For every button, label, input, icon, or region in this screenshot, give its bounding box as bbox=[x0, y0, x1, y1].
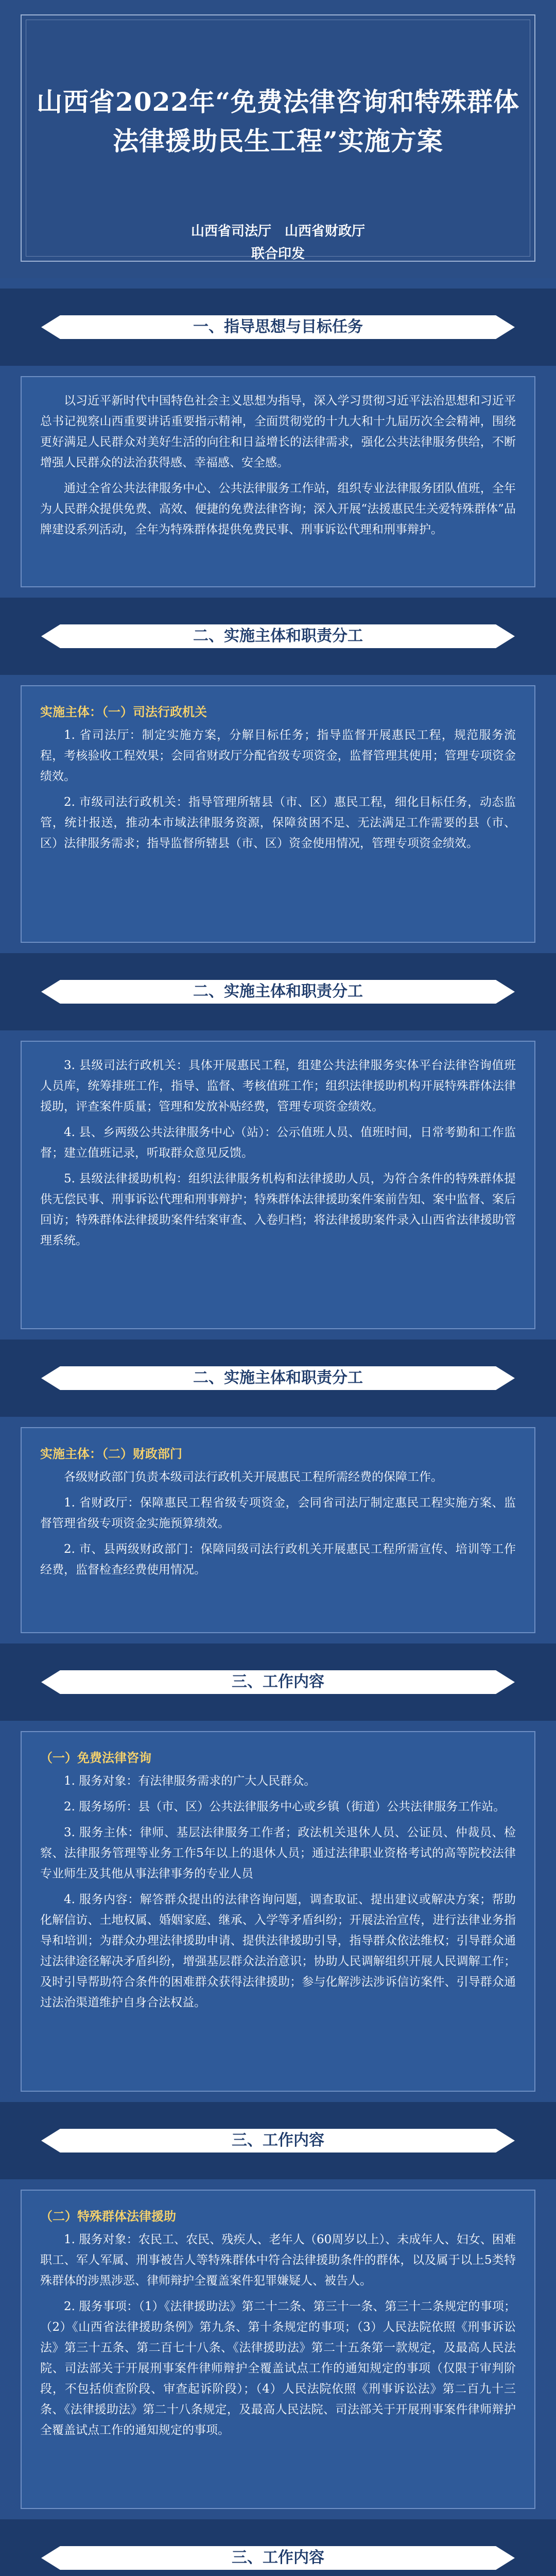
paragraph: 3. 县级司法行政机关：具体开展惠民工程，组建公共法律服务实体平台法律咨询值班人员库，统筹排班工作，指导、监督、考核值班工作；组织法律援助机构开展特殊群体法律援助，评查案件质量；管理和发放补贴经费，管理专项资金绩效。 bbox=[40, 1059, 516, 1113]
subheading: （二）特殊群体法律援助 bbox=[40, 2209, 176, 2224]
panel-judicial-admin bbox=[21, 685, 535, 943]
panel-guiding-principle bbox=[21, 376, 535, 587]
paragraph: 1. 服务对象：有法律服务需求的广大人民群众。 bbox=[64, 1774, 316, 1788]
panel-special-groups bbox=[21, 2190, 535, 2509]
subheading: 实施主体：（一）司法行政机关 bbox=[40, 704, 207, 719]
panel-free-consultation bbox=[21, 1731, 535, 2092]
section-title-2b: 二、实施主体和职责分工 bbox=[193, 982, 363, 1001]
paragraph: 2. 市级司法行政机关：指导管理所辖县（市、区）惠民工程，细化目标任务，动态监管，统计报送，推动本市域法律服务资源，保障贫困不足、无法满足工作需要的县（市、区）法律服务需求；指导监督所辖县（市、区）资金使用情况，管理专项资金绩效。 bbox=[40, 795, 516, 850]
section-title-3b: 三、工作内容 bbox=[232, 2131, 324, 2149]
panel-finance bbox=[21, 1427, 535, 1633]
subheading: （一）免费法律咨询 bbox=[40, 1750, 151, 1765]
paragraph: 1. 服务对象：农民工、农民、残疾人、老年人（60周岁以上）、未成年人、妇女、困难职工、军人军属、刑事被告人等特殊群体中符合法律援助条件的群体，以及属于以上5类特殊群体的涉黑涉恶、律师辩护全覆盖案件犯罪嫌疑人、被告人。 bbox=[40, 2233, 516, 2287]
section-heading-3b bbox=[0, 2102, 556, 2179]
section-heading-2c bbox=[0, 1340, 556, 1417]
paragraph: 以习近平新时代中国特色社会主义思想为指导，深入学习贯彻习近平法治思想和习近平总书记视察山西重要讲话重要指示精神，全面贯彻党的十九大和十九届历次全会精神，围绕更好满足人民群众对美好生活的向往和日益增长的法律需求，强化公共法律服务供给，不断增强人民群众的法治获得感、幸福感、安全感。 bbox=[40, 394, 516, 469]
paragraph: 1. 省司法厅：制定实施方案，分解目标任务；指导监督开展惠民工程，规范服务流程，考核验收工程效果；会同省财政厅分配省级专项资金，监督管理其使用；管理专项资金绩效。 bbox=[40, 728, 516, 783]
paragraph: 1. 省财政厅：保障惠民工程省级专项资金，会同省司法厅制定惠民工程实施方案、监督管理省级专项资金实施预算绩效。 bbox=[40, 1496, 516, 1530]
section-heading-2b bbox=[0, 953, 556, 1030]
section-title-2c: 二、实施主体和职责分工 bbox=[193, 1369, 363, 1387]
section-heading-2a bbox=[0, 598, 556, 675]
section-heading-3a bbox=[0, 1643, 556, 1721]
page-title: 山西省2022年“免费法律咨询和特殊群体法律援助民生工程”实施方案 bbox=[37, 87, 519, 156]
paragraph: 5. 县级法律援助机构：组织法律服务机构和法律援助人员，为符合条件的特殊群体提供无偿民事、刑事诉讼代理和刑事辩护；特殊群体法律援助案件案前告知、案中监督、案后回访；特殊群体法律援助案件结案审查、入卷归档；将法律援助案件录入山西省法律援助管理系统。 bbox=[40, 1172, 516, 1247]
issuers: 山西省司法厅 山西省财政厅 bbox=[190, 224, 365, 239]
section-title-3c: 三、工作内容 bbox=[232, 2549, 324, 2567]
subheading: 实施主体：（二）财政部门 bbox=[40, 1446, 182, 1461]
paragraph: 2. 服务事项：（1）《法律援助法》第二十二条、第三十一条、第三十二条规定的事项；（2）《山西省法律援助条例》第九条、第十条规定的事项；（3）人民法院依照《刑事诉讼法》第三十五条、第二百七十八条、《法律援助法》第二十五条第一款规定，及最高人民法院、司法部关于开展刑事案件律师辩护全覆盖试点工作的通知规定的事项（仅限于审判阶段，不包括侦查阶段、审查起诉阶段）；（4）人民法院依照《刑事诉讼法》第二百九十三条、《法律援助法》第二十八条规定，及最高人民法院、司法部关于开展刑事案件律师辩护全覆盖试点工作的通知规定的事项。 bbox=[40, 2300, 516, 2437]
paragraph: 2. 服务场所：县（市、区）公共法律服务中心或乡镇（街道）公共法律服务工作站。 bbox=[64, 1800, 506, 1814]
paragraph: 3. 服务主体：律师、基层法律服务工作者；政法机关退休人员、公证员、仲裁员、检察、法律服务管理等业务工作5年以上的退休人员；通过法律职业资格考试的高等院校法律专业师生及其他从事法律事务的专业人员 bbox=[40, 1826, 516, 1880]
section-title-3a: 三、工作内容 bbox=[232, 1673, 324, 1691]
header bbox=[0, 0, 556, 278]
paragraph: 通过全省公共法律服务中心、公共法律服务工作站，组织专业法律服务团队值班，全年为人民群众提供免费、高效、便捷的免费法律咨询；深入开展“法援惠民生关爱特殊群体”品牌建设系列活动，全年为特殊群体提供免费民事、刑事诉讼代理和刑事辩护。 bbox=[40, 482, 516, 536]
section-title-1: 一、指导思想与目标任务 bbox=[193, 318, 363, 336]
section-title-2a: 二、实施主体和职责分工 bbox=[193, 627, 363, 645]
paragraph: 各级财政部门负责本级司法行政机关开展惠民工程所需经费的保障工作。 bbox=[64, 1470, 443, 1484]
section-heading-3c bbox=[0, 2519, 556, 2576]
paragraph: 4. 服务内容：解答群众提出的法律咨询问题，调查取证、提出建议或解决方案；帮助化解信访、土地权属、婚姻家庭、继承、入学等矛盾纠纷；开展法治宣传，进行法律业务指导和培训；为群众办理法律援助申请、提供法律援助引导，指导群众依法维权；引导群众通过法律途径解决矛盾纠纷，增强基层群众法治意识；协助人民调解组织开展人民调解工作；及时引导帮助符合条件的困难群众获得法律援助；参与化解涉法涉诉信访案件、引导群众通过法治渠道维护自身合法权益。 bbox=[40, 1893, 516, 2009]
joint-issue-label: 联合印发 bbox=[251, 246, 305, 262]
panel-county-bodies bbox=[21, 1041, 535, 1329]
paragraph: 4. 县、乡两级公共法律服务中心（站）：公示值班人员、值班时间，日常考勤和工作监督；建立值班记录，听取群众意见反馈。 bbox=[40, 1126, 516, 1160]
section-heading-1 bbox=[0, 289, 556, 366]
paragraph: 2. 市、县两级财政部门：保障同级司法行政机关开展惠民工程所需宣传、培训等工作经费，监督检查经费使用情况。 bbox=[40, 1543, 516, 1577]
